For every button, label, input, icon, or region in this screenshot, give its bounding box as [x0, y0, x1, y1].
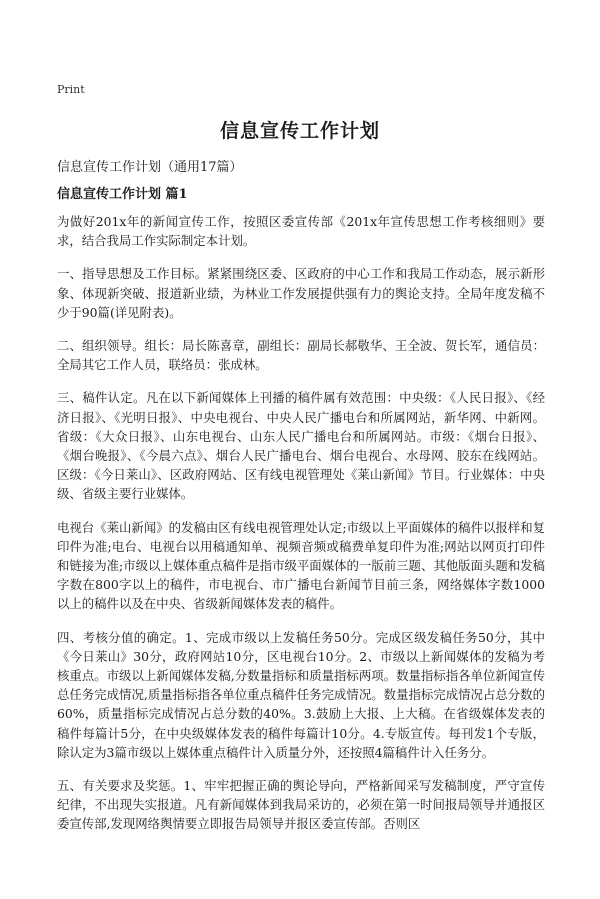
print-label: Print — [57, 83, 85, 96]
paragraph-guiding-goals: 一、指导思想及工作目标。紧紧围绕区委、区政府的中心工作和我局工作动态，展示新形象、体现新突破、报道新业绩，为林业工作发展提供强有力的舆论支持。全局年度发稿不少于90篇(详见附表)。 — [57, 266, 545, 320]
document-subtitle: 信息宣传工作计划（通用17篇） — [57, 160, 243, 175]
paragraph-intro: 为做好201x年的新闻宣传工作，按照区委宣传部《201x年宣传思想工作考核细则》要求，结合我局工作实际制定本计划。 — [57, 214, 545, 249]
document-body — [57, 212, 545, 848]
section-heading: 信息宣传工作计划 篇1 — [57, 187, 188, 202]
paragraph-organization: 二、组织领导。组长：局长陈喜章，副组长：副局长郝敬华、王全波、贺长军，通信员：全局其它工作人员，联络员：张成林。 — [57, 338, 545, 373]
paragraph-verification: 电视台《莱山新闻》的发稿由区有线电视管理处认定;市级以上平面媒体的稿件以报样和复印件为准;电台、电视台以用稿通知单、视频音频或稿费单复印件为准;网站以网页打印件和链接为准;市级以上媒体重点稿件是指市级平面媒体的一版前三题、其他版面头题和发稿字数在800字以上的稿件，市电视台、市广播电台新闻节目前三条，网络媒体字数1000以上的稿件以及在中央、省级新闻媒体发表的稿件。 — [57, 519, 545, 612]
paragraph-scoring: 四、考核分值的确定。1、完成市级以上发稿任务50分。完成区级发稿任务50分，其中《今日莱山》30分，政府网站10分，区电视台10分。2、市级以上新闻媒体的发稿为考核重点。市级以上新闻媒体发稿,分数量指标和质量指标两项。数量指标指各单位新闻宣传总任务完成情况,质量指标指各单位重点稿件任务完成情况。数量指标完成情况占总分数的60%，质量指标完成情况占总分数的40%。3.鼓励上大报、上大稿。在省级媒体发表的稿件每篇计5分，在中央级媒体发表的稿件每篇计10分。4.专版宣传。每刊发1个专版，除认定为3篇市级以上媒体重点稿件计入质量分外，还按照4篇稿件计入任务分。 — [57, 629, 545, 760]
paragraph-requirements: 五、有关要求及奖惩。1、牢牢把握正确的舆论导向，严格新闻采写发稿制度，严守宣传纪律，不出现失实报道。凡有新闻媒体到我局采访的，必须在第一时间报局领导并通报区委宣传部,发现网络舆情要立即报告局领导并报区委宣传部。否则区 — [57, 778, 545, 832]
page-title: 信息宣传工作计划 — [219, 120, 380, 142]
paragraph-article-recognition: 三、稿件认定。凡在以下新闻媒体上刊播的稿件属有效范围：中央级：《人民日报》、《经济日报》、《光明日报》、中央电视台、中央人民广播电台和所属网站，新华网、中新网。省级：《大众日报》、山东电视台、山东人民广播电台和所属网站。市级：《烟台日报》、《烟台晚报》、《今晨六点》、烟台人民广播电台、烟台电视台、水母网、胶东在线网站。区级：《今日莱山》、区政府网站、区有线电视管理处《莱山新闻》节目。行业媒体：中央级、省级主要行业媒体。 — [57, 390, 545, 502]
